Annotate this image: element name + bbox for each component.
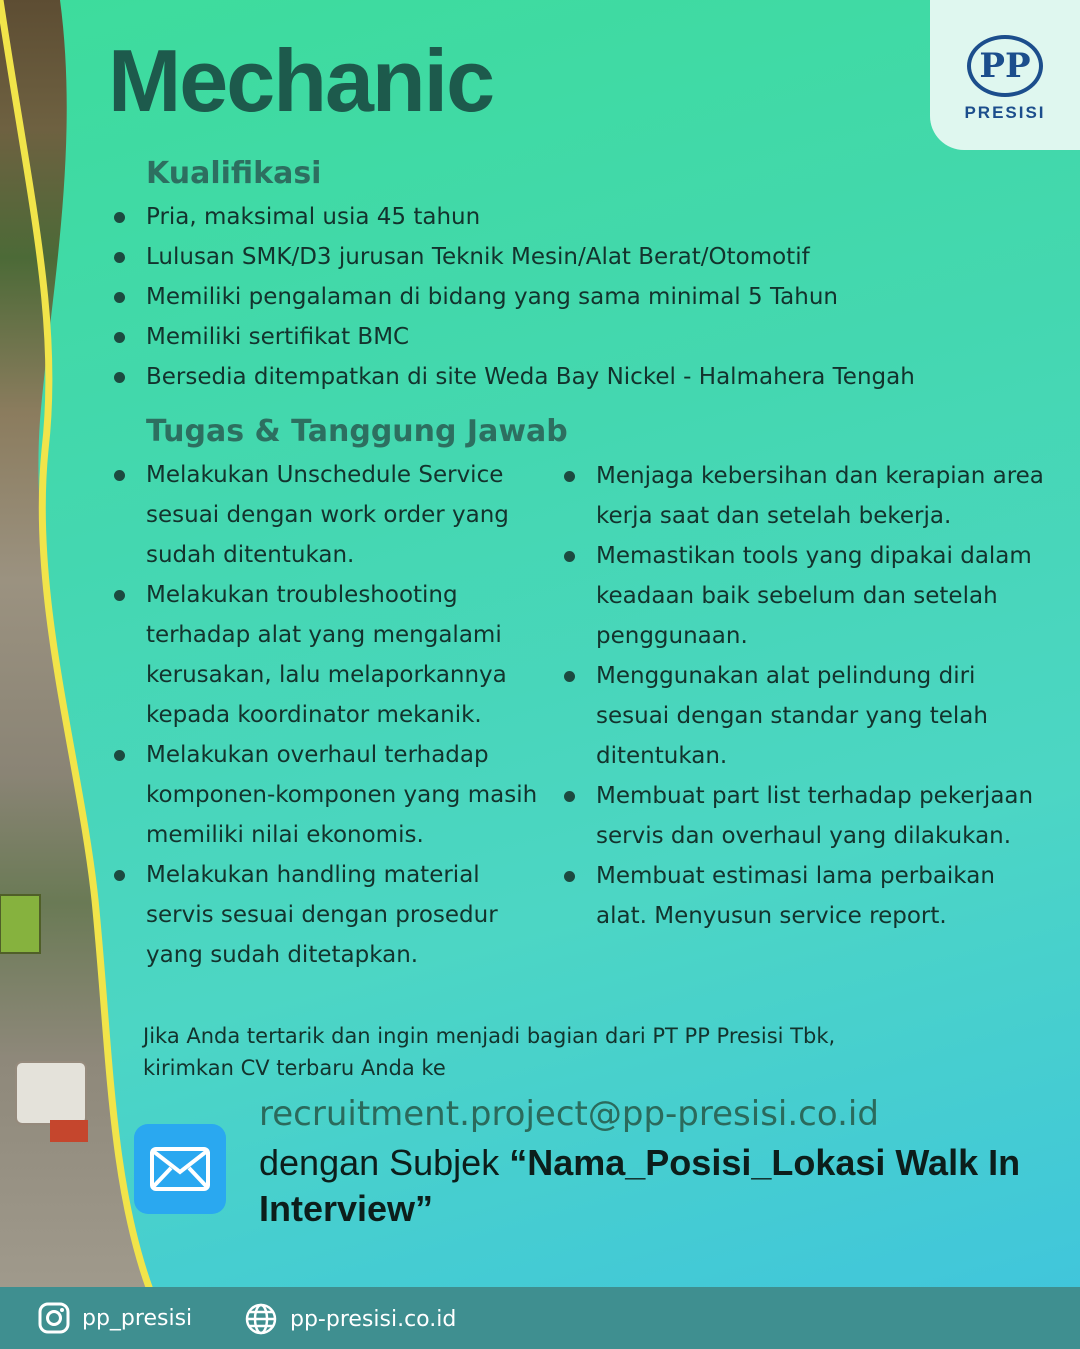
duty-item: Membuat estimasi lama perbaikan alat. Menyusun service report. <box>562 856 1052 936</box>
duty-item: Menjaga kebersihan dan kerapian area kerja saat dan setelah bekerja. <box>562 456 1052 536</box>
instagram-handle: pp_presisi <box>82 1305 193 1331</box>
qualification-item: Memiliki sertifikat BMC <box>112 317 1012 357</box>
instagram-link[interactable] <box>38 1302 192 1334</box>
qualifications-heading: Kualifikasi <box>146 156 322 191</box>
website-url: pp-presisi.co.id <box>290 1306 457 1332</box>
duty-item: Melakukan handling material servis sesuai dengan prosedur yang sudah ditetapkan. <box>112 855 552 975</box>
duties-heading: Tugas & Tanggung Jawab <box>146 414 568 449</box>
company-logo <box>930 0 1080 150</box>
duty-item: Menggunakan alat pelindung diri sesuai dengan standar yang telah ditentukan. <box>562 656 1052 776</box>
subject-value: “Nama_Posisi_Lokasi Walk In Interview” <box>259 1142 1021 1229</box>
qualification-item: Lulusan SMK/D3 jurusan Teknik Mesin/Alat Berat/Otomotif <box>112 237 1012 277</box>
website-link[interactable] <box>244 1302 456 1336</box>
duties-list-left <box>112 455 552 975</box>
envelope-icon <box>149 1146 211 1192</box>
subject-prefix: dengan Subjek <box>259 1142 510 1183</box>
qualification-item: Pria, maksimal usia 45 tahun <box>112 197 1012 237</box>
job-title: Mechanic <box>108 31 494 130</box>
recruitment-email-link[interactable]: recruitment.project@pp-presisi.co.id <box>259 1094 879 1134</box>
instagram-icon <box>38 1302 70 1334</box>
logo-mark: PP <box>967 35 1043 97</box>
duty-item: Membuat part list terhadap pekerjaan servis dan overhaul yang dilakukan. <box>562 776 1052 856</box>
footer <box>0 1287 1080 1349</box>
duty-item: Melakukan troubleshooting terhadap alat yang mengalami kerusakan, lalu melaporkannya kepada koordinator mekanik. <box>112 575 552 735</box>
duties-list-right <box>562 456 1052 936</box>
mail-icon <box>134 1124 226 1214</box>
duty-item: Melakukan Unschedule Service sesuai dengan work order yang sudah ditentukan. <box>112 455 552 575</box>
logo-text: PRESISI <box>964 103 1046 122</box>
call-to-action <box>143 1020 963 1084</box>
email-subject <box>259 1140 1059 1232</box>
qualification-item: Bersedia ditempatkan di site Weda Bay Nickel - Halmahera Tengah <box>112 357 1012 397</box>
qualifications-list <box>112 197 1012 397</box>
duty-item: Melakukan overhaul terhadap komponen-komponen yang masih memiliki nilai ekonomis. <box>112 735 552 855</box>
qualification-item: Memiliki pengalaman di bidang yang sama minimal 5 Tahun <box>112 277 1012 317</box>
cta-line-2: kirimkan CV terbaru Anda ke <box>143 1056 446 1080</box>
globe-icon <box>244 1302 278 1336</box>
duty-item: Memastikan tools yang dipakai dalam keadaan baik sebelum dan setelah penggunaan. <box>562 536 1052 656</box>
cta-line-1: Jika Anda tertarik dan ingin menjadi bagian dari PT PP Presisi Tbk, <box>143 1024 836 1048</box>
